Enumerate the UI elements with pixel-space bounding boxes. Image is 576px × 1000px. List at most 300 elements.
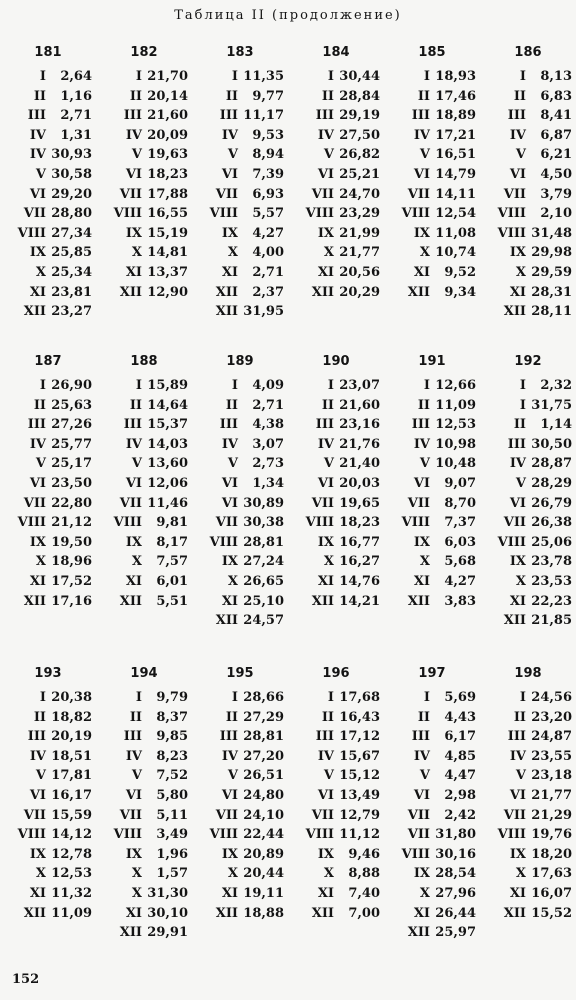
table-row <box>384 513 480 533</box>
month-numeral: VII <box>119 807 142 823</box>
day-value: 14,11 <box>435 186 476 202</box>
month-numeral: VIII <box>17 225 46 241</box>
month-numeral: XI <box>125 573 142 589</box>
table-column <box>288 354 384 664</box>
day-value: 9,34 <box>444 284 476 300</box>
table-row <box>192 106 288 126</box>
day-value: 12,54 <box>435 206 476 222</box>
table-row <box>384 224 480 244</box>
table-row <box>96 533 192 553</box>
month-numeral: X <box>419 245 430 261</box>
table-row <box>384 126 480 146</box>
month-numeral: VI <box>413 166 430 182</box>
table-row <box>0 494 96 514</box>
month-numeral: XII <box>215 613 238 629</box>
day-value: 21,99 <box>339 225 380 241</box>
table-row <box>0 513 96 533</box>
table-row <box>480 572 576 592</box>
table-row <box>96 145 192 165</box>
day-value: 5,68 <box>444 554 476 570</box>
month-numeral: IX <box>509 846 526 862</box>
day-value: 4,09 <box>252 378 284 393</box>
day-value: 23,53 <box>531 573 572 589</box>
month-numeral: VIII <box>209 206 238 222</box>
day-value: 18,51 <box>51 748 92 764</box>
row-list <box>192 67 288 322</box>
table-row <box>0 766 96 786</box>
table-row <box>480 435 576 455</box>
month-numeral: XII <box>311 593 334 609</box>
table-row <box>480 126 576 146</box>
row-list <box>480 376 576 631</box>
month-numeral: XI <box>29 284 46 300</box>
table-column <box>384 666 480 976</box>
row-list <box>384 688 480 943</box>
table-row <box>192 454 288 474</box>
day-value: 31,75 <box>531 397 572 413</box>
day-value: 28,87 <box>531 456 572 472</box>
month-numeral: VIII <box>209 827 238 843</box>
month-numeral: XI <box>221 885 238 901</box>
day-value: 16,17 <box>51 787 92 803</box>
day-value: 25,10 <box>243 593 284 609</box>
table-row <box>192 845 288 865</box>
table-row <box>192 786 288 806</box>
day-value: 5,51 <box>156 593 188 609</box>
day-value: 17,16 <box>51 593 92 609</box>
table-row <box>384 533 480 553</box>
table-row <box>288 87 384 107</box>
table-row <box>96 727 192 747</box>
month-numeral: VIII <box>113 206 142 222</box>
day-value: 4,38 <box>252 417 284 433</box>
month-numeral: V <box>131 456 142 472</box>
day-value: 17,12 <box>339 729 380 745</box>
table-row <box>0 204 96 224</box>
table-row <box>384 415 480 435</box>
month-numeral: II <box>513 417 526 433</box>
table-row <box>96 572 192 592</box>
day-value: 2,71 <box>252 264 284 280</box>
month-numeral: II <box>321 709 334 725</box>
day-value: 25,17 <box>51 456 92 472</box>
month-numeral: I <box>231 690 238 705</box>
month-numeral: VI <box>125 166 142 182</box>
day-value: 28,84 <box>339 88 380 104</box>
day-value: 4,85 <box>444 748 476 764</box>
day-value: 9,77 <box>252 88 284 104</box>
table-row <box>0 376 96 396</box>
table-row <box>96 688 192 708</box>
day-value: 4,43 <box>444 709 476 725</box>
table-row <box>0 454 96 474</box>
table-row <box>480 845 576 865</box>
column-number: 193 <box>34 666 62 681</box>
month-numeral: III <box>27 729 46 745</box>
day-value: 30,38 <box>243 515 284 531</box>
day-value: 27,29 <box>243 709 284 725</box>
day-value: 22,44 <box>243 827 284 843</box>
day-value: 29,59 <box>531 264 572 280</box>
day-value: 12,06 <box>147 475 188 491</box>
day-value: 21,12 <box>51 515 92 531</box>
month-numeral: IX <box>29 534 46 550</box>
day-value: 1,14 <box>540 417 572 433</box>
table-row <box>192 494 288 514</box>
table-row <box>288 747 384 767</box>
day-value: 31,80 <box>435 827 476 843</box>
table-row <box>0 243 96 263</box>
month-numeral: X <box>35 264 46 280</box>
column-number: 186 <box>514 45 542 60</box>
day-value: 21,76 <box>339 436 380 452</box>
table-row <box>480 415 576 435</box>
month-numeral: III <box>219 108 238 124</box>
month-numeral: XI <box>29 573 46 589</box>
day-value: 11,46 <box>147 495 188 511</box>
month-numeral: IV <box>317 436 334 452</box>
month-numeral: XII <box>407 284 430 300</box>
table-row <box>0 786 96 806</box>
day-value: 20,38 <box>51 690 92 705</box>
day-value: 12,79 <box>339 807 380 823</box>
month-numeral: I <box>39 378 46 393</box>
day-value: 5,11 <box>156 807 188 823</box>
month-numeral: I <box>231 69 238 84</box>
day-value: 26,79 <box>531 495 572 511</box>
month-numeral: V <box>227 456 238 472</box>
month-numeral: V <box>323 147 334 163</box>
table-row <box>480 494 576 514</box>
table-row <box>96 283 192 303</box>
month-numeral: VI <box>29 475 46 491</box>
month-numeral: III <box>315 108 334 124</box>
day-value: 21,40 <box>339 456 380 472</box>
table-row <box>480 766 576 786</box>
table-row <box>0 747 96 767</box>
table-row <box>192 415 288 435</box>
day-value: 23,16 <box>339 417 380 433</box>
page-title: Таблица II (продолжение) <box>174 8 402 23</box>
month-numeral: I <box>423 378 430 393</box>
day-value: 21,29 <box>531 807 572 823</box>
month-numeral: IX <box>317 225 334 241</box>
month-numeral: X <box>227 573 238 589</box>
table-row <box>288 688 384 708</box>
table-row <box>480 884 576 904</box>
month-numeral: III <box>123 108 142 124</box>
month-numeral: I <box>423 690 430 705</box>
month-numeral: X <box>515 264 526 280</box>
day-value: 30,44 <box>339 69 380 84</box>
day-value: 6,87 <box>540 127 572 143</box>
day-value: 31,48 <box>531 225 572 241</box>
table-row <box>192 204 288 224</box>
day-value: 5,57 <box>252 206 284 222</box>
table-row <box>384 283 480 303</box>
table-row <box>288 243 384 263</box>
month-numeral: VI <box>509 166 526 182</box>
day-value: 8,94 <box>252 147 284 163</box>
table-row <box>288 165 384 185</box>
day-value: 24,56 <box>531 690 572 705</box>
month-numeral: VI <box>509 787 526 803</box>
table-column <box>0 354 96 664</box>
day-value: 18,82 <box>51 709 92 725</box>
day-value: 19,63 <box>147 147 188 163</box>
day-value: 11,09 <box>435 397 476 413</box>
row-list <box>384 376 480 611</box>
month-numeral: IV <box>221 436 238 452</box>
row-list <box>0 688 96 923</box>
table-column <box>480 666 576 976</box>
day-value: 5,80 <box>156 787 188 803</box>
month-numeral: IX <box>221 554 238 570</box>
month-numeral: II <box>129 397 142 413</box>
month-numeral: II <box>33 709 46 725</box>
day-value: 28,80 <box>51 206 92 222</box>
table-row <box>384 592 480 612</box>
table-row <box>384 106 480 126</box>
table-row <box>96 165 192 185</box>
day-value: 14,76 <box>339 573 380 589</box>
day-value: 29,19 <box>339 108 380 124</box>
table-row <box>0 727 96 747</box>
day-value: 28,31 <box>531 284 572 300</box>
day-value: 25,63 <box>51 397 92 413</box>
day-value: 21,85 <box>531 613 572 629</box>
month-numeral: VII <box>23 206 46 222</box>
table-column <box>384 45 480 355</box>
table-row <box>192 263 288 283</box>
month-numeral: VII <box>23 807 46 823</box>
table-row <box>480 513 576 533</box>
month-numeral: XI <box>413 905 430 921</box>
table-row <box>192 165 288 185</box>
table-column <box>96 666 192 976</box>
table-column <box>192 666 288 976</box>
month-numeral: IX <box>413 225 430 241</box>
day-value: 4,27 <box>252 225 284 241</box>
table-row <box>480 454 576 474</box>
table-row <box>288 884 384 904</box>
month-numeral: XI <box>221 264 238 280</box>
table-row <box>480 708 576 728</box>
day-value: 15,12 <box>339 768 380 784</box>
day-value: 3,79 <box>540 186 572 202</box>
column-number: 191 <box>418 354 446 369</box>
table-row <box>192 592 288 612</box>
table-row <box>192 185 288 205</box>
day-value: 14,12 <box>51 827 92 843</box>
table-row <box>288 396 384 416</box>
month-numeral: VII <box>407 495 430 511</box>
day-value: 20,19 <box>51 729 92 745</box>
month-numeral: IV <box>221 127 238 143</box>
month-numeral: XII <box>407 925 430 941</box>
table-row <box>0 592 96 612</box>
table-row <box>480 533 576 553</box>
month-numeral: V <box>515 475 526 491</box>
table-row <box>192 611 288 631</box>
column-number: 192 <box>514 354 542 369</box>
table-row <box>192 145 288 165</box>
table-row <box>480 474 576 494</box>
day-value: 9,07 <box>444 475 476 491</box>
month-numeral: IX <box>221 225 238 241</box>
table-column <box>0 666 96 976</box>
table-row <box>192 396 288 416</box>
month-numeral: VII <box>407 807 430 823</box>
month-numeral: VI <box>413 475 430 491</box>
row-list <box>192 688 288 923</box>
table-row <box>384 708 480 728</box>
table-row <box>480 806 576 826</box>
table-row <box>384 727 480 747</box>
day-value: 24,80 <box>243 787 284 803</box>
day-value: 2,98 <box>444 787 476 803</box>
table-row <box>288 533 384 553</box>
day-value: 19,50 <box>51 534 92 550</box>
month-numeral: III <box>507 729 526 745</box>
day-value: 25,34 <box>51 264 92 280</box>
day-value: 20,56 <box>339 264 380 280</box>
day-value: 17,81 <box>51 768 92 784</box>
day-value: 15,89 <box>147 378 188 393</box>
day-value: 17,21 <box>435 127 476 143</box>
table-row <box>192 572 288 592</box>
table-row <box>96 185 192 205</box>
table-row <box>288 825 384 845</box>
day-value: 2,64 <box>60 69 92 84</box>
month-numeral: III <box>315 417 334 433</box>
table-row <box>0 688 96 708</box>
day-value: 15,52 <box>531 905 572 921</box>
day-value: 17,88 <box>147 186 188 202</box>
day-value: 1,34 <box>252 475 284 491</box>
table-column <box>0 45 96 355</box>
table-row <box>192 302 288 322</box>
day-value: 26,82 <box>339 147 380 163</box>
day-value: 28,81 <box>243 534 284 550</box>
day-value: 10,74 <box>435 245 476 261</box>
month-numeral: I <box>519 690 526 705</box>
month-numeral: II <box>225 88 238 104</box>
day-value: 16,27 <box>339 554 380 570</box>
day-value: 23,78 <box>531 554 572 570</box>
day-value: 23,81 <box>51 284 92 300</box>
table-column <box>96 354 192 664</box>
month-numeral: X <box>515 573 526 589</box>
month-numeral: X <box>131 866 142 882</box>
table-row <box>384 243 480 263</box>
day-value: 18,89 <box>435 108 476 124</box>
table-row <box>0 396 96 416</box>
table-row <box>96 435 192 455</box>
row-list <box>96 376 192 611</box>
table-row <box>288 145 384 165</box>
day-value: 14,79 <box>435 166 476 182</box>
month-numeral: VII <box>215 186 238 202</box>
month-numeral: VII <box>407 827 430 843</box>
day-value: 7,52 <box>156 768 188 784</box>
day-value: 3,49 <box>156 827 188 843</box>
month-numeral: V <box>515 768 526 784</box>
month-numeral: VIII <box>401 846 430 862</box>
table-row <box>96 747 192 767</box>
month-numeral: XII <box>215 284 238 300</box>
month-numeral: III <box>411 108 430 124</box>
month-numeral: IX <box>29 245 46 261</box>
column-number: 184 <box>322 45 350 60</box>
month-numeral: VIII <box>497 534 526 550</box>
day-value: 23,18 <box>531 768 572 784</box>
table-row <box>480 727 576 747</box>
day-value: 7,00 <box>348 905 380 921</box>
day-value: 20,29 <box>339 284 380 300</box>
month-numeral: IX <box>125 534 142 550</box>
month-numeral: X <box>35 554 46 570</box>
day-value: 20,03 <box>339 475 380 491</box>
month-numeral: IV <box>413 127 430 143</box>
month-numeral: V <box>131 768 142 784</box>
row-list <box>384 67 480 302</box>
month-numeral: IX <box>317 846 334 862</box>
day-value: 25,21 <box>339 166 380 182</box>
month-numeral: V <box>227 147 238 163</box>
day-value: 27,20 <box>243 748 284 764</box>
table-row <box>0 106 96 126</box>
day-value: 19,11 <box>243 885 284 901</box>
month-numeral: XI <box>221 593 238 609</box>
month-numeral: IV <box>509 127 526 143</box>
month-numeral: I <box>39 69 46 84</box>
day-value: 21,77 <box>531 787 572 803</box>
day-value: 2,42 <box>444 807 476 823</box>
month-numeral: IX <box>125 225 142 241</box>
table-row <box>480 396 576 416</box>
table-row <box>288 864 384 884</box>
month-numeral: VII <box>503 807 526 823</box>
table-row <box>288 204 384 224</box>
month-numeral: VI <box>509 495 526 511</box>
table-row <box>192 904 288 924</box>
row-list <box>0 376 96 611</box>
month-numeral: IV <box>317 748 334 764</box>
table-row <box>192 688 288 708</box>
day-value: 21,60 <box>147 108 188 124</box>
month-numeral: X <box>419 554 430 570</box>
table-row <box>480 165 576 185</box>
month-numeral: VIII <box>305 515 334 531</box>
day-value: 4,47 <box>444 768 476 784</box>
day-value: 8,37 <box>156 709 188 725</box>
table-row <box>288 454 384 474</box>
month-numeral: VII <box>215 515 238 531</box>
day-value: 26,44 <box>435 905 476 921</box>
day-value: 6,83 <box>540 88 572 104</box>
table-row <box>96 552 192 572</box>
day-value: 6,93 <box>252 186 284 202</box>
month-numeral: VII <box>311 807 334 823</box>
day-value: 20,14 <box>147 88 188 104</box>
day-value: 13,49 <box>339 787 380 803</box>
table-row <box>384 806 480 826</box>
day-value: 30,89 <box>243 495 284 511</box>
day-value: 16,43 <box>339 709 380 725</box>
day-value: 13,60 <box>147 456 188 472</box>
table-row <box>480 67 576 87</box>
